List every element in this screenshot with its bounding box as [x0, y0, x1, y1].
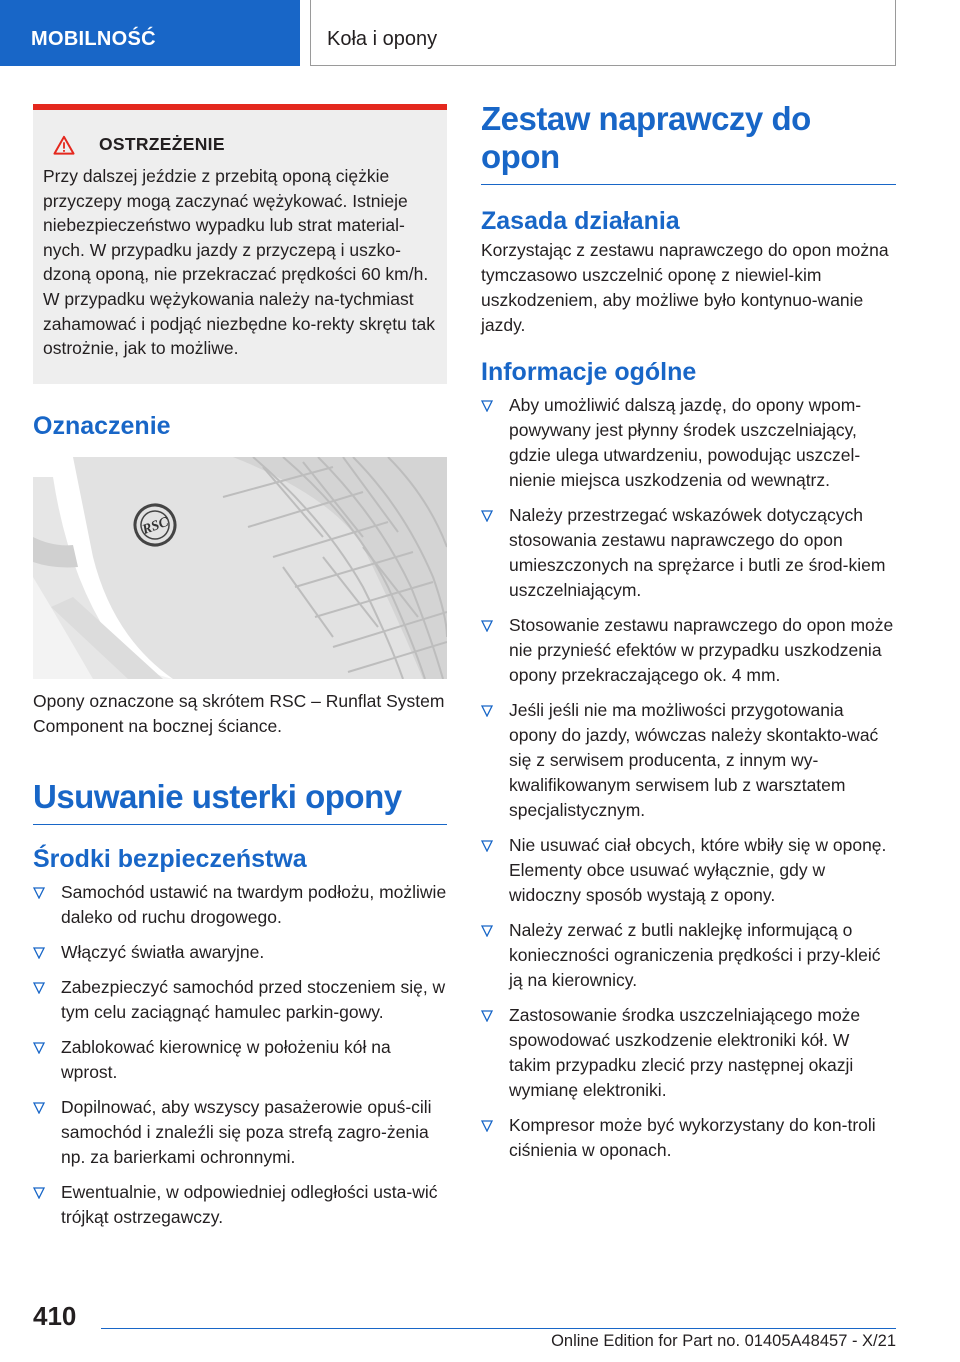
srodki-heading: Środki bezpieczeństwa	[33, 845, 307, 873]
oznaczenie-caption: Opony oznaczone są skrótem RSC – Runflat System Component na bocznej ściance.	[33, 691, 445, 736]
list-item: Kompresor może być wykorzystany do kon‐troli ciśnienia w oponach.	[481, 1113, 896, 1163]
triangle-bullet-icon	[33, 887, 45, 899]
list-item: Zastosowanie środka uszczelniającego może spowodować uszkodzenie elektroniki kół. W takim przypadku zlecić przy następnej okazji wymianę elektroniki.	[481, 1003, 896, 1103]
zasada-heading: Zasada działania	[481, 207, 680, 235]
triangle-bullet-icon	[481, 925, 493, 937]
zestaw-heading: Zestaw naprawczy do opon	[481, 100, 896, 185]
triangle-bullet-icon	[481, 620, 493, 632]
zasada-text: Korzystając z zestawu naprawczego do opon można tymczasowo uszczelnić oponę z niewiel‐kim uszkodzeniem, aby możliwe było kontynuo‐wanie jazdy.	[481, 240, 889, 335]
triangle-bullet-icon	[33, 1042, 45, 1054]
triangle-bullet-icon	[481, 1010, 493, 1022]
list-item: Zabezpieczyć samochód przed stoczeniem się, w tym celu zaciągnąć hamulec parkin‐gowy.	[33, 975, 447, 1025]
footer-edition: Online Edition for Part no. 01405A48457 - X/21	[551, 1332, 896, 1350]
informacje-list	[481, 393, 896, 1163]
triangle-bullet-icon	[481, 1120, 493, 1132]
warning-text: Przy dalszej jeździe z przebitą oponą ciężkie przyczepy mogą zaczynać wężykować. Istnieje niebezpieczeństwo wypadku lub strat material‐nych. W przypadku jazdy z przyczepą i uszko‐dzoną oponą, nie przekraczać prędkości 60 km/h. W przypadku wężykowania należy na‐tychmiast zahamować i podjąć niezbędne ko‐rekty skrętu tak ostrożnie, jak to możliwe.	[43, 166, 436, 359]
informacje-heading: Informacje ogólne	[481, 358, 697, 386]
rsc-logo: RSC	[140, 514, 171, 538]
srodki-list	[33, 880, 447, 1230]
triangle-bullet-icon	[481, 510, 493, 522]
warning-box	[33, 104, 447, 384]
warning-heading	[53, 134, 435, 155]
list-item: Należy przestrzegać wskazówek dotyczących stosowania zestawu naprawczego do opon umieszczonych na sprężarce i butli ze środ‐kiem uszczelniającym.	[481, 503, 896, 603]
chapter-title: Koła i opony	[310, 0, 896, 66]
list-item: Należy zerwać z butli naklejkę informującą o konieczności ograniczenia prędkości i przy‐kleić ją na kierownicy.	[481, 918, 896, 993]
triangle-bullet-icon	[481, 400, 493, 412]
page-number: 410	[33, 1301, 77, 1331]
triangle-bullet-icon	[481, 705, 493, 717]
list-item: Włączyć światła awaryjne.	[33, 940, 447, 965]
triangle-bullet-icon	[33, 1187, 45, 1199]
list-item: Stosowanie zestawu naprawczego do opon może nie przynieść efektów w przypadku uszkodzenia opony przekraczającego ok. 4 mm.	[481, 613, 896, 688]
list-item: Ewentualnie, w odpowiedniej odległości usta‐wić trójkąt ostrzegawczy.	[33, 1180, 447, 1230]
triangle-bullet-icon	[481, 840, 493, 852]
usuwanie-heading: Usuwanie usterki opony	[33, 778, 447, 825]
right-column	[481, 100, 896, 1173]
oznaczenie-heading: Oznaczenie	[33, 412, 171, 440]
left-column	[33, 104, 447, 1240]
tire-image	[33, 457, 447, 679]
list-item: Dopilnować, aby wszyscy pasażerowie opuś‐cili samochód i znaleźli się poza strefą zagro‐żenia np. za barierkami ochronnymi.	[33, 1095, 447, 1170]
section-tab: MOBILNOŚĆ	[0, 0, 300, 66]
list-item: Jeśli jeśli nie ma możliwości przygotowania opony do jazdy, wówczas należy skontakto‐wać się z serwisem producenta, z innym wy‐kwalifikowanym serwisem lub z warsztatem specjalistycznym.	[481, 698, 896, 823]
footer-rule	[101, 1328, 896, 1329]
list-item: Aby umożliwić dalszą jazdę, do opony wpom‐powywany jest płynny środek uszczelniający, gdzie ulega utwardzeniu, powodując uszczel‐nienie miejsca uszkodzenia od wewnątrz.	[481, 393, 896, 493]
list-item: Samochód ustawić na twardym podłożu, możliwie daleko od ruchu drogowego.	[33, 880, 447, 930]
warning-triangle-icon	[53, 135, 75, 155]
triangle-bullet-icon	[33, 1102, 45, 1114]
triangle-bullet-icon	[33, 982, 45, 994]
list-item: Zablokować kierownicę w położeniu kół na wprost.	[33, 1035, 447, 1085]
triangle-bullet-icon	[33, 947, 45, 959]
warning-title: OSTRZEŻENIE	[99, 134, 225, 154]
list-item: Nie usuwać ciał obcych, które wbiły się w oponę. Elementy obce usuwać wyłącznie, gdy w widoczny sposób wystają z opony.	[481, 833, 896, 908]
